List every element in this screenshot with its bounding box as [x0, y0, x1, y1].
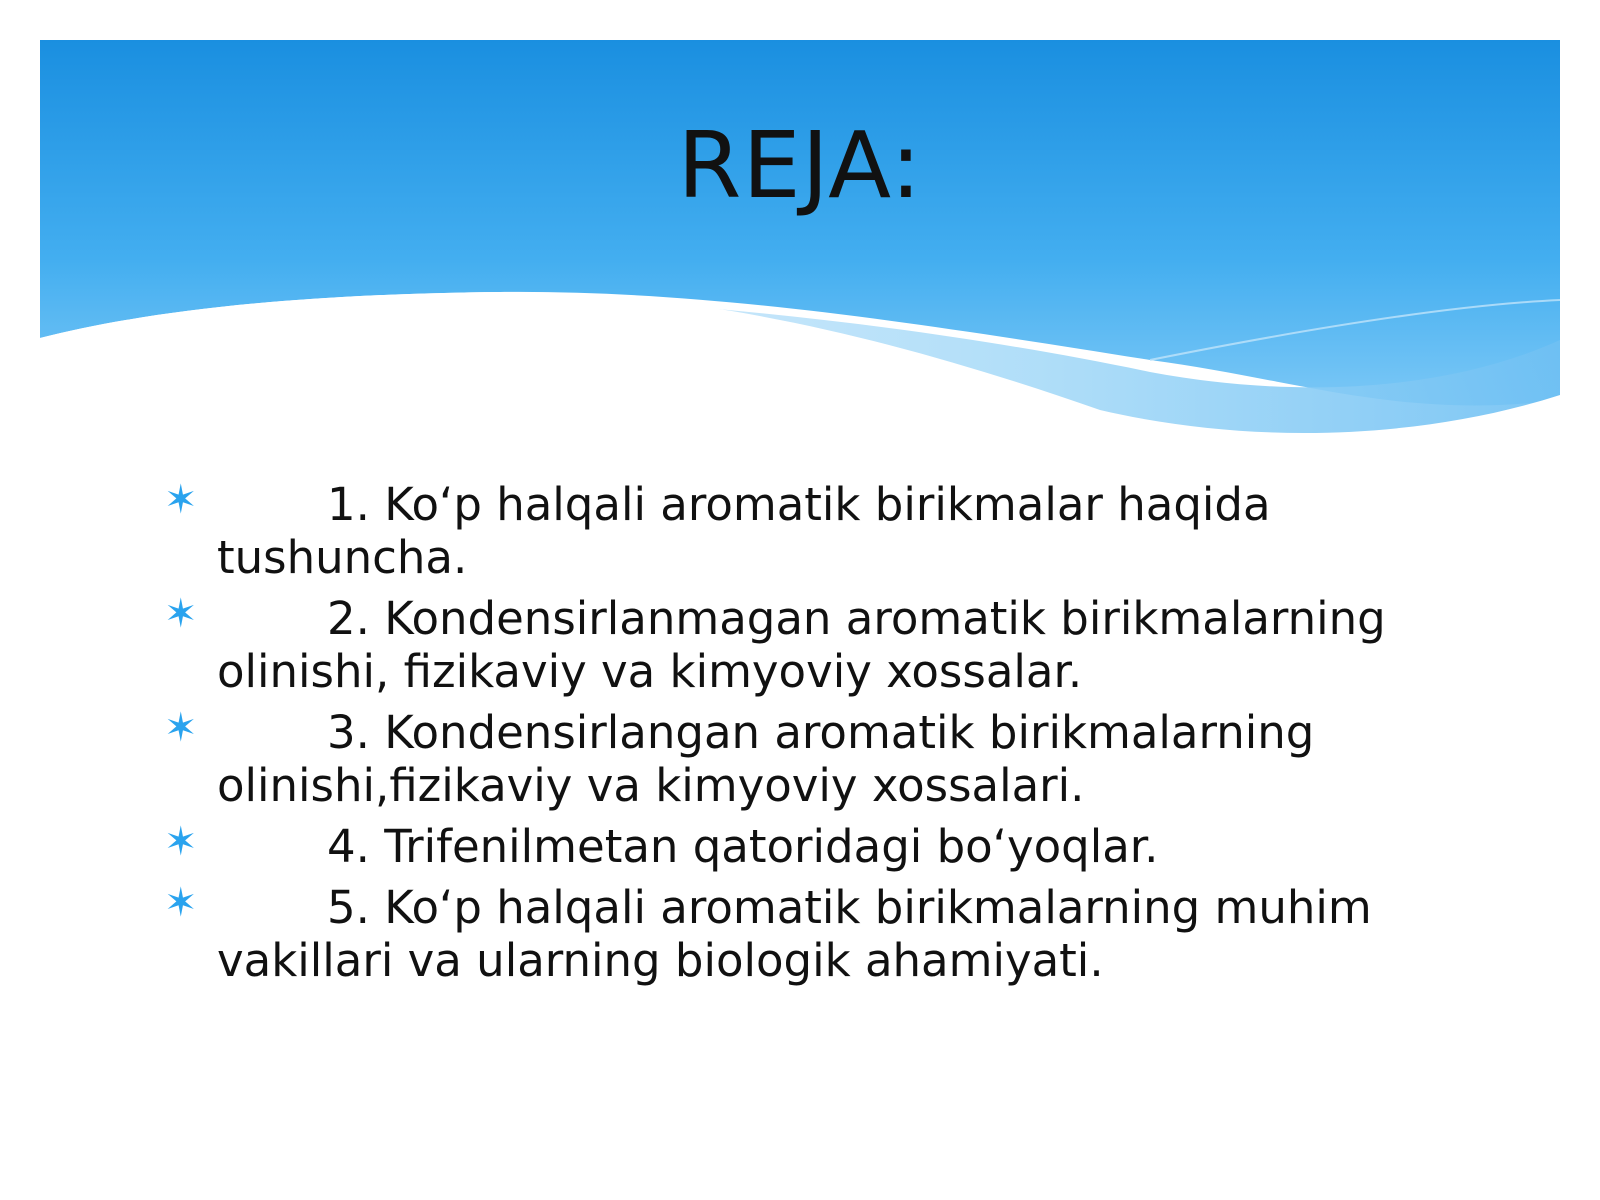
asterisk-bullet-icon: ✶ — [164, 880, 198, 926]
list-item — [160, 592, 1460, 698]
plan-list — [160, 478, 1460, 995]
list-item — [160, 706, 1460, 812]
asterisk-bullet-icon: ✶ — [164, 819, 198, 865]
slide-title: REJA: — [677, 112, 923, 219]
list-item-text: 4. Trifenilmetan qatoridagi bo‘yoqlar. — [327, 820, 1159, 873]
list-item-text: 1. Ko‘p halqali aromatik birikmalar haqida tushuncha. — [217, 478, 1271, 584]
list-item-text: 3. Kondensirlangan aromatik birikmalarning olinishi,fizikaviy va kimyoviy xossalari. — [217, 706, 1315, 812]
list-item-text: 5. Ko‘p halqali aromatik birikmalarning muhim vakillari va ularning biologik ahamiyati. — [217, 881, 1372, 987]
wave-header-background — [0, 0, 1600, 460]
asterisk-bullet-icon: ✶ — [164, 477, 198, 523]
list-item — [160, 820, 1460, 873]
asterisk-bullet-icon: ✶ — [164, 705, 198, 751]
list-item-text: 2. Kondensirlanmagan aromatik birikmalarning olinishi, fizikaviy va kimyoviy xossalar. — [217, 592, 1386, 698]
list-item — [160, 478, 1460, 584]
asterisk-bullet-icon: ✶ — [164, 591, 198, 637]
list-item — [160, 881, 1460, 987]
